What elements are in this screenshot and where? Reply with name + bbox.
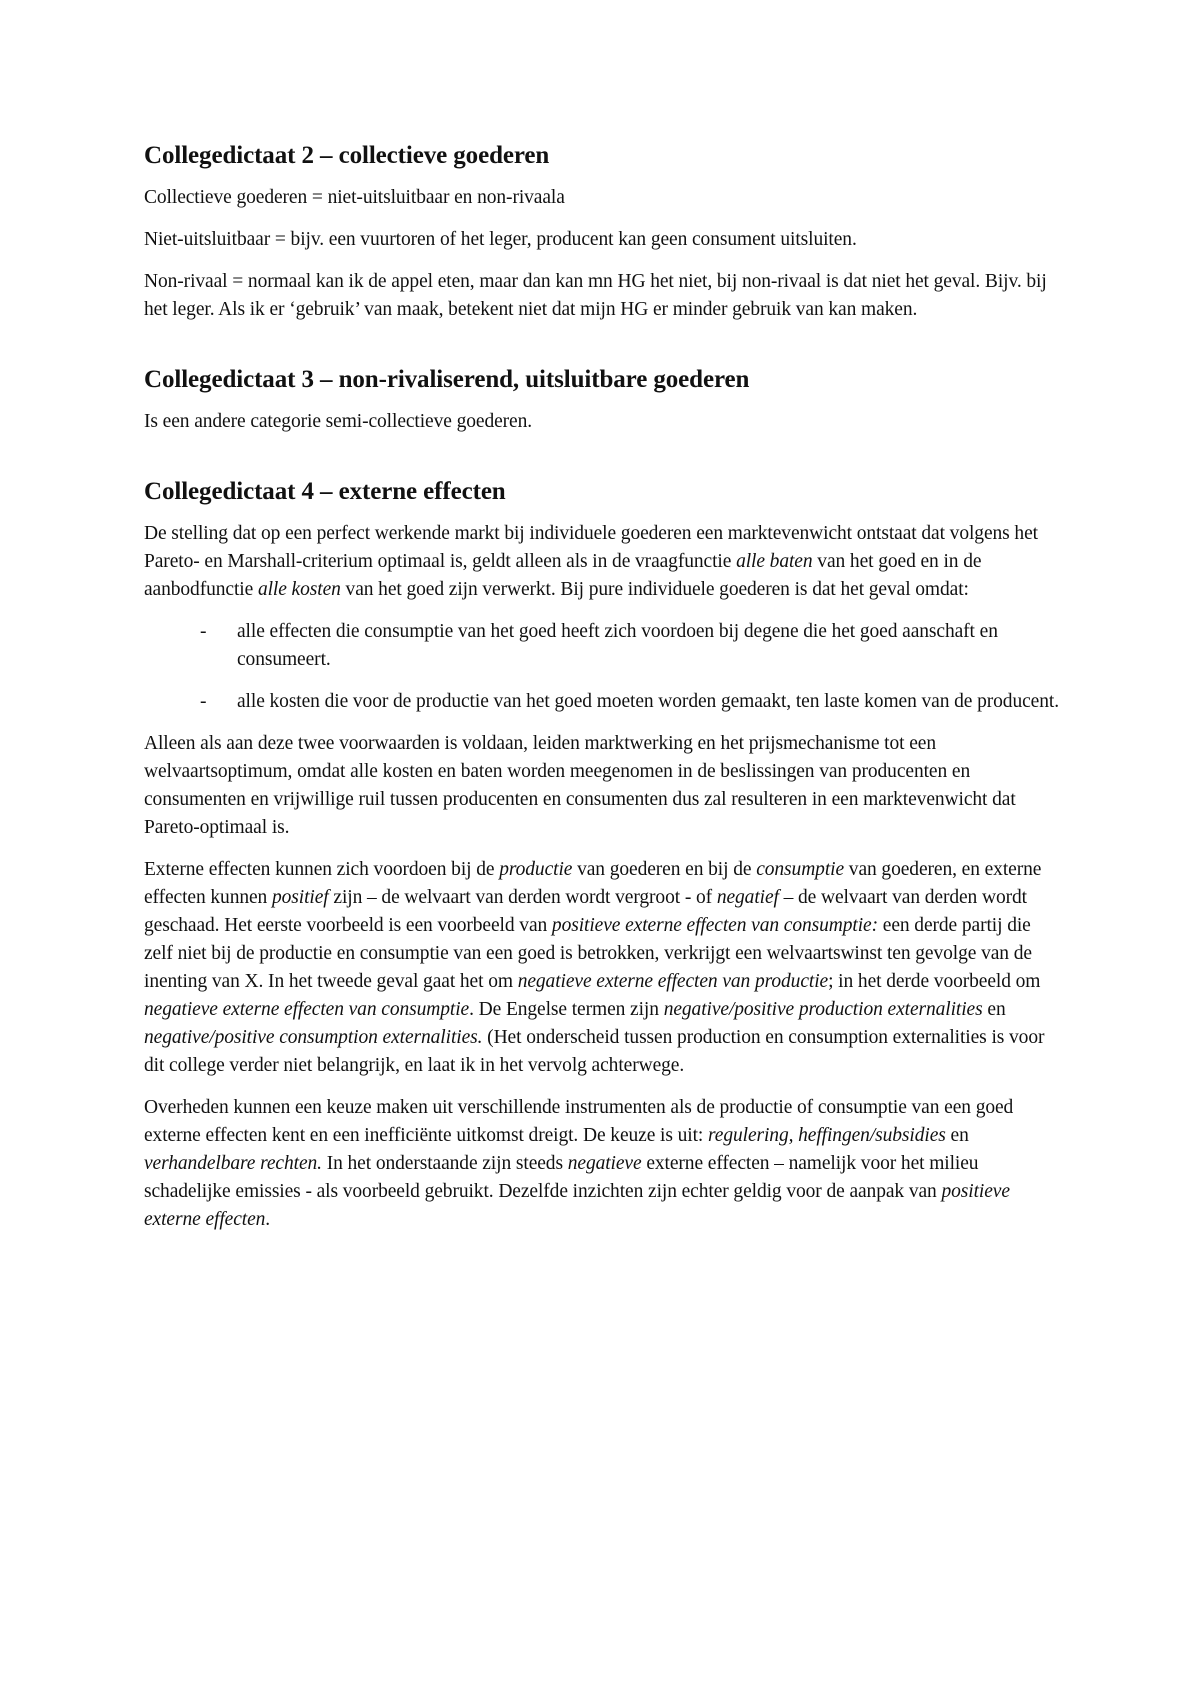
text-run: In het onderstaande zijn steeds [321, 1153, 568, 1174]
text-run: van goederen, en externe effecten kunnen [144, 859, 1042, 908]
text-run: Alleen als aan deze twee voorwaarden is voldaan, leiden marktwerking en het prijsmechanisme tot een welvaartsoptimum, omdat alle kosten en baten worden meegenomen in de beslissingen van producenten en consumenten en vrijwillige ruil tussen producenten en consumenten dus zal resulteren in een marktevenwicht dat Pareto-optimaal is. [144, 733, 1016, 838]
italic-text: negatieve [567, 1153, 642, 1174]
paragraph [144, 184, 1062, 212]
text-run: Externe effecten kunnen zich voordoen bij de [144, 859, 500, 880]
italic-text: negatief [716, 887, 779, 908]
italic-text: alle kosten [257, 579, 341, 600]
section-heading: Collegedictaat 2 – collectieve goederen [144, 142, 550, 169]
text-run: van het goed zijn verwerkt. Bij pure individuele goederen is dat het geval omdat: [340, 579, 969, 600]
text-run: ; in het derde voorbeeld om [828, 971, 1041, 992]
section [144, 476, 1062, 1234]
text-run: van goederen en bij de [572, 859, 757, 880]
text-run: . De Engelse termen zijn [469, 999, 664, 1020]
text-run: Niet-uitsluitbaar = bijv. een vuurtoren of het leger, producent kan geen consument uitsluiten. [144, 229, 857, 250]
bullet-list [144, 618, 1062, 716]
text-run: Is een andere categorie semi-collectieve goederen. [144, 411, 533, 432]
document-body [144, 140, 1062, 1234]
text-run: Collectieve goederen = niet-uitsluitbaar en non-rivaala [144, 187, 565, 208]
list-item [144, 688, 1062, 716]
paragraph [144, 226, 1062, 254]
paragraph [144, 268, 1062, 324]
text-run: Non-rivaal = normaal kan ik de appel eten, maar dan kan mn HG het niet, bij non-rivaal is dat niet het geval. Bijv. bij het leger. Als ik er ‘gebruik’ van maak, betekent niet dat mijn HG er minder gebruik van kan maken. [144, 271, 1047, 320]
list-marker: - [200, 691, 207, 712]
italic-text: positief [271, 887, 329, 908]
paragraph [144, 1094, 1062, 1234]
italic-text: negative/positive consumption externalities. [144, 1027, 483, 1048]
list-item [144, 618, 1062, 674]
italic-text: negatieve externe effecten van consumptie [144, 999, 470, 1020]
italic-text: positieve externe effecten van consumptie: [551, 915, 878, 936]
italic-text: productie [499, 859, 573, 880]
section [144, 364, 1062, 436]
italic-text: regulering, heffingen/subsidies [708, 1125, 946, 1146]
text-run: . [265, 1209, 271, 1230]
text-run: van het goed en in de aanbodfunctie [144, 551, 982, 600]
list-marker: - [200, 621, 207, 642]
text-run: Overheden kunnen een keuze maken uit verschillende instrumenten als de productie of consumptie van een goed externe effecten kent en een inefficiënte uitkomst dreigt. De keuze is uit: [144, 1097, 1014, 1146]
paragraph [144, 408, 1062, 436]
text-run: (Het onderscheid tussen production en consumption externalities is voor dit college verder niet belangrijk, en laat ik in het vervolg achterwege. [144, 1027, 1045, 1076]
document-page [144, 140, 1062, 1248]
paragraph [144, 730, 1062, 842]
text-run: en [982, 999, 1006, 1020]
text-run: – de welvaart van derden wordt geschaad. Het eerste voorbeeld is een voorbeeld van [144, 887, 1027, 936]
paragraph [144, 856, 1062, 1080]
text-run: zijn – de welvaart van derden wordt vergroot - of [328, 887, 717, 908]
italic-text: negative/positive production externalities [663, 999, 983, 1020]
italic-text: consumptie [756, 859, 845, 880]
text-run: externe effecten – namelijk voor het milieu schadelijke emissies - als voorbeeld gebruikt. Dezelfde inzichten zijn echter geldig voor de aanpak van [144, 1153, 979, 1202]
text-run: en [945, 1125, 969, 1146]
section-heading: Collegedictaat 4 – externe effecten [144, 478, 506, 505]
paragraph [144, 520, 1062, 604]
italic-text: negatieve externe effecten van productie [517, 971, 829, 992]
section-heading: Collegedictaat 3 – non-rivaliserend, uitsluitbare goederen [144, 366, 750, 393]
italic-text: verhandelbare rechten. [144, 1153, 322, 1174]
list-item-text: alle effecten die consumptie van het goed heeft zich voordoen bij degene die het goed aanschaft en consumeert. [237, 621, 998, 670]
list-item-text: alle kosten die voor de productie van het goed moeten worden gemaakt, ten laste komen van de producent. [237, 691, 1059, 712]
italic-text: positieve externe effecten [144, 1181, 1010, 1230]
italic-text: alle baten [736, 551, 813, 572]
text-run: een derde partij die zelf niet bij de productie en consumptie van een goed is betrokken, verkrijgt een welvaartswinst ten gevolge van de inenting van X. In het tweede geval gaat het om [144, 915, 1032, 992]
section [144, 140, 1062, 324]
text-run: De stelling dat op een perfect werkende markt bij individuele goederen een marktevenwicht ontstaat dat volgens het Pareto- en Marshall-criterium optimaal is, geldt alleen als in de vraagfunctie [144, 523, 1038, 572]
